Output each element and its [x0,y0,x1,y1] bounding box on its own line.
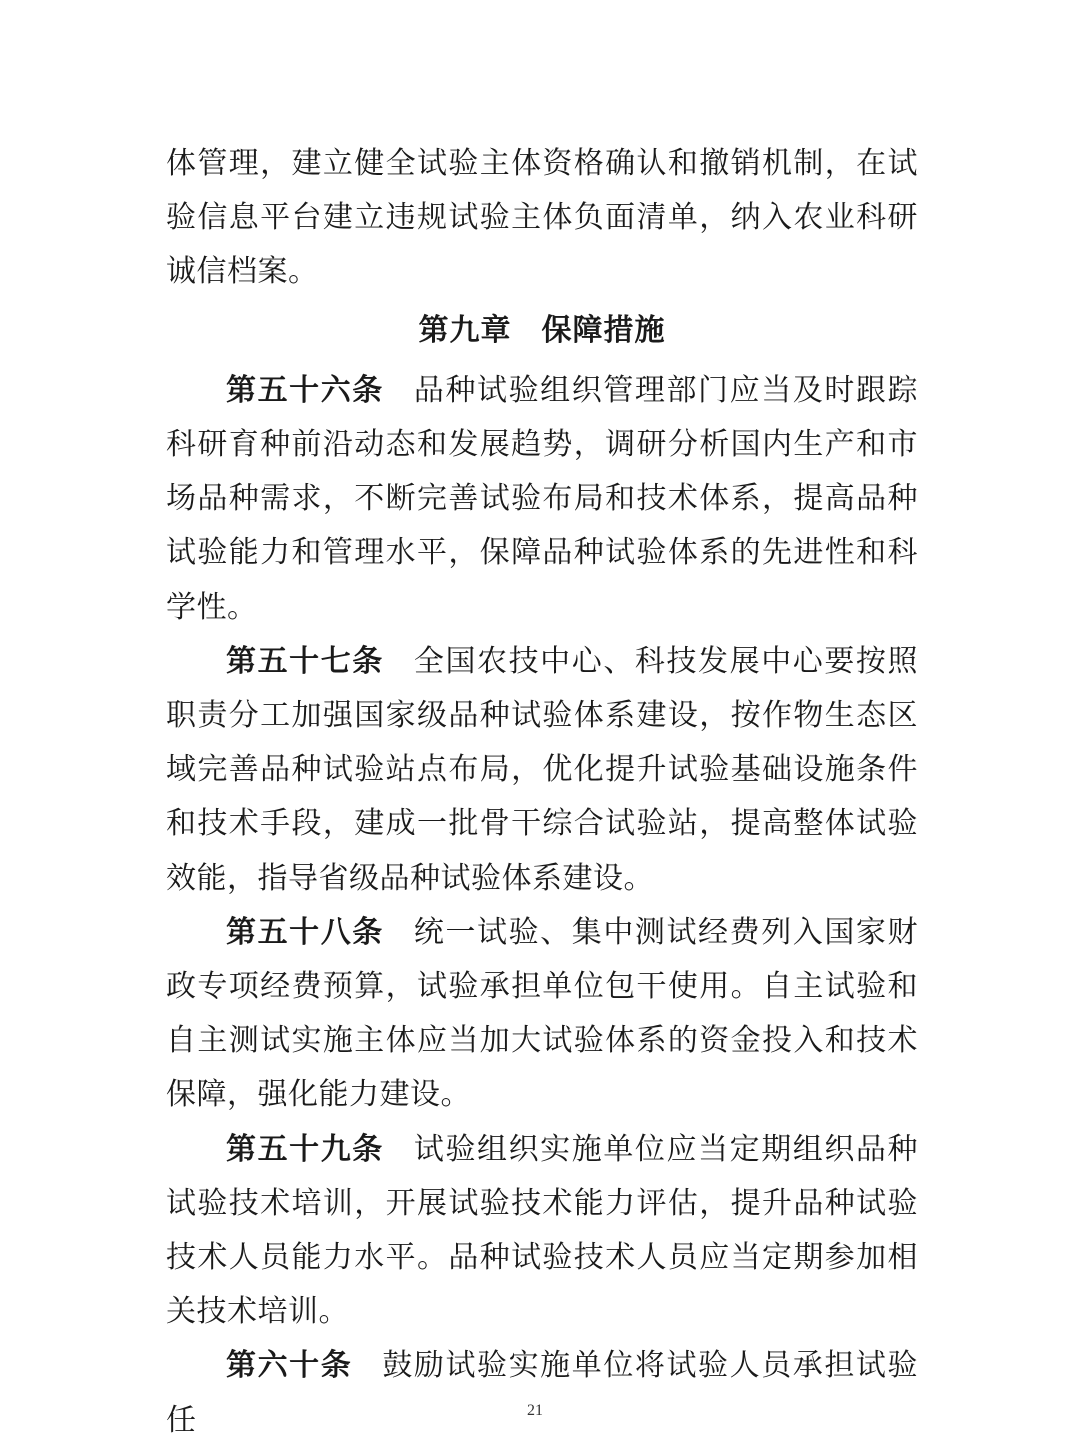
article-text: 全国农技中心、科技发展中心要按照职责分工加强国家级品种试验体系建设，按作物生态区域完善品种试验站点布局，优化提升试验基础设施条件和技术手段，建成一批骨干综合试验站，提高整体试验效能，指导省级品种试验体系建设。 [166,643,918,896]
article-number: 第五十九条 [226,1131,384,1167]
article-text: 鼓励试验实施单位将试验人员承担试验任 [166,1348,919,1438]
article-number: 第五十七条 [226,643,384,679]
chapter-heading [166,304,918,358]
article-number: 第六十条 [226,1348,353,1384]
chapter-title: 保障措施 [541,312,666,348]
document-body [166,137,918,1448]
article-text: 试验组织实施单位应当定期组织品种试验技术培训，开展试验技术能力评估，提升品种试验技术人员能力水平。品种试验技术人员应当定期参加相关技术培训。 [166,1131,918,1330]
article-56 [166,364,918,635]
article-60 [166,1339,918,1447]
article-57 [166,635,918,906]
article-number: 第五十六条 [226,372,384,408]
article-number: 第五十八条 [226,914,384,950]
page-number: 21 [527,1402,543,1419]
article-59 [166,1123,918,1340]
article-text: 品种试验组织管理部门应当及时跟踪科研育种前沿动态和发展趋势，调研分析国内生产和市场品种需求，不断完善试验布局和技术体系，提高品种试验能力和管理水平，保障品种试验体系的先进性和科学性。 [166,372,918,625]
article-text: 统一试验、集中测试经费列入国家财政专项经费预算，试验承担单位包干使用。自主试验和自主测试实施主体应当加大试验体系的资金投入和技术保障，强化能力建设。 [166,914,918,1113]
article-58 [166,906,918,1123]
continuation-paragraph: 体管理，建立健全试验主体资格确认和撤销机制，在试验信息平台建立违规试验主体负面清单，纳入农业科研诚信档案。 [166,146,918,290]
chapter-number: 第九章 [418,312,512,348]
